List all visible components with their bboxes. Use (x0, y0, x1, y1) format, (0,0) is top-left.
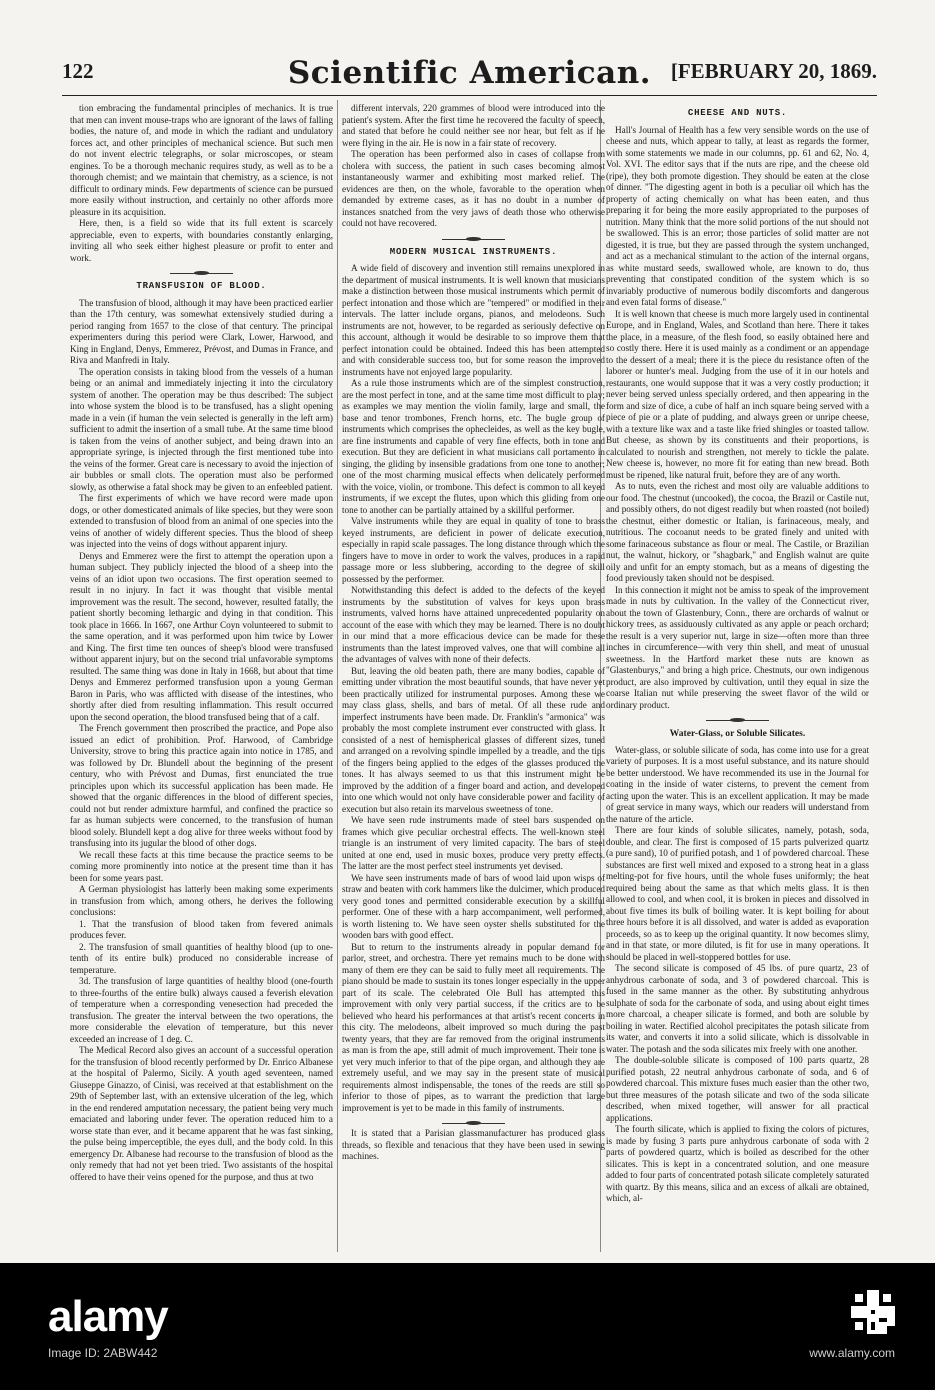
paragraph: But to return to the instruments already in popular demand for parlor, street, and orchestra. There yet remains much to be done with many of them ere they can be said to fully meet all requirements. The piano should be made to sustain its tones longer especially in the upper part of its scale. The celebrated Ole Bull has attempted this improvement with only very partial success, if the critics are to be believed who heard his performances at that artist's recent concerts in this city. The melodeons, albeit improved so much during the past twenty years, that they are far removed from the original instruments as man is from the ape, still admit of much improvement. Their tone is yet very much inferior to that of the pipe organ, and although they are extremely useful, and we may say in the present state of musical requirements almost indispensable, the tones of the reeds are still so inferior to those of pipes, as to warrant the prediction that large improvement is yet to be made in this family of instruments. (342, 941, 605, 1113)
page-header (62, 55, 877, 96)
article-heading: TRANSFUSION OF BLOOD. (136, 281, 267, 291)
section-ornament (606, 717, 869, 723)
column-rule (337, 100, 338, 1252)
paragraph: The operation consists in taking blood from the vessels of a human being or an animal and immediately injecting it into the circulatory system of another. The operation may be thus described: The subject into whose system the blood is to be transfused, has a slight opening made in a vein (if human the vein selected is generally in the left arm) sufficient to admit the insertion of a small tube. At the same time blood is taken from the veins of another subject, and being drawn into an appropriate syringe, is injected through the first mentioned tube into the veins of the former. Great care is necessary to avoid the injection of air bubbles or small clots. The operation must also be performed slowly, as otherwise a fatal shock may be given to an enfeebled patient. (70, 366, 333, 492)
paragraph: The first experiments of which we have record were made upon dogs, or other domesticated animals of like species, but they were soon extended to transfusion of blood from an animal of one species into the veins of another of widely different species. Thus the blood of sheep was injected into the veins of dogs without apparent injury. (70, 493, 333, 549)
column-1 (70, 103, 333, 1253)
paragraph: We have seen rude instruments made of steel bars suspended on frames which give peculiar orchestral effects. The well-known steel triangle is an instrument of very limited capacity. The bars of steel united at one end, used in music boxes, produce very pretty effects. The latter are the most perfect steel instruments yet devised. (342, 815, 605, 871)
alamy-logo: alamy (48, 1292, 168, 1341)
paragraph: The transfusion of blood, although it may have been practiced earlier than the 17th century, was somewhat extensively studied during a period ranging from 1657 to the close of that century. The principal experimenters during this period were Clark, Lower, Harwood, and King in England, Denys, Emmerez, Prévost, and Dumas in France, and Riva and Manfredi in Italy. (70, 297, 333, 365)
paragraph: A German physiologist has latterly been making some experiments in transfusion from which, among others, he derives the following conclusions: (70, 884, 333, 917)
paragraph: 1. That the transfusion of blood taken from fevered animals produces fever. (70, 918, 333, 940)
column-2 (342, 103, 605, 1253)
paragraph: The Medical Record also gives an account of a successful operation for the transfusion of blood recently performed by Dr. Enrico Albanese at the hospital of Palermo, Sicily. A youth aged seventeen, named Giuseppe Ginazzo, of Cinisi, was received at that establishment on the 29th of September last, with an extensive ulceration of the leg, which in the end rendered amputation necessary, the patient being very much emaciated and laboring under fever. The operation reduced him to a worse state than ever, and it became apparent that he was fast sinking, the pulse being imperceptible, the eyes dull, and the body cold. In this emergency Dr. Albanese had recourse to the transfusion of blood as the only remedy that had not yet been tried. Two assistants of the hospital offered to have their veins opened for the purpose, and thus at two (70, 1045, 333, 1182)
paragraph: The double-soluble silicate is composed of 100 parts quartz, 28 purified potash, 22 neutral anhydrous carbonate of soda, and 6 of powdered charcoal. This mixture fuses much easier than the other two, but three measures of the potash silicate and two of the soda silicate described, when mixed together, will answer for all practical applications. (606, 1055, 869, 1123)
paragraph: It is well known that cheese is much more largely used in continental Europe, and in England, Wales, and Scotland than here. There it takes the place, in a measure, of the flesh food, so easily obtained here and so costly there. Here it is used mainly as a condiment or an appendage to the dessert of a meal; there it is the piece du resistance often of the laborer or hunter's meal. Judging from the use of it in our hotels and restaurants, one would suppose that it was a very costly production; it never being served unless specially ordered, and then appearing in the form and size of dice, a cube of half an inch square being served with a piece of pie or a plate of pudding, and always green or unripe cheese, with a texture like wax and a taste like fried shingles or toasted tallow. But cheese, as shown by its constituents and their proportions, is calculated to nourish and strengthen, not merely to tickle the palate. New cheese is, however, no more fit for eating than new bread. Both must be ripened, like natural fruit, before they are of any worth. (606, 308, 869, 480)
paragraph: Here, then, is a field so wide that its full extent is scarcely appreciable, even to experts, with boundaries constantly enlarging, inviting all who seek either highest pleasure or profit to enter and work. (70, 218, 333, 263)
paragraph: We recall these facts at this time because the practice seems to be coming more prominently into notice at the present time than it has been for some years past. (70, 849, 333, 883)
paragraph: As a rule those instruments which are of the simplest construction, are the most perfect in tone, and at the same time most difficult to play; as examples we may mention the violin family, large and small, the base and tenor trombones, French horns, etc. The bugle group of instruments which comprises the ophecleides, as well as the key bugle, are fine instruments and capable of very fine effects, both in tone and execution. But they are deficient in what musicians call portamento in singing, the gliding by insensible gradations from one tone to another; one of the most charming musical effects when delicately performed with the voice, violin, or trombone. This defect is common to all keyed instruments, if we except the flutes, upon which this gliding from one tone to another can be partially attained by a skillful performer. (342, 378, 605, 515)
paragraph: There are four kinds of soluble silicates, namely, potash, soda, double, and clear. The first is composed of 15 parts pulverized quartz (a pure sand), 10 of purified potash, and 1 of powdered charcoal. These substances are first well mixed and exposed to a strong heat in a glass melting-pot for five hours, until the whole fuses uniformly; the heat required being about the same as that which melts glass. It is then allowed to cool, and when cool, it is broken in pieces and dissolved in about five times its bulk of boiling water. It is kept boiling for about three hours before it is all dissolved, and water is added as evaporation proceeds, so as to keep up the original quantity. It now becomes slimy, and in that state, or more diluted, is fit for use in many operations. It should be placed in well-stoppered bottles for use. (606, 825, 869, 962)
paragraph: We have seen instruments made of bars of wood laid upon wisps of straw and beaten with cork hammers like the dulcimer, which produced very good tones and permitted considerable execution by a skillful performer. One of these with a harp accompaniment, well performed, is worth listening to. We have seen oyster shells substituted for the wooden bars with good effect. (342, 872, 605, 940)
paragraph: 3d. The transfusion of large quantities of healthy blood (one-fourth to three-fourths of the entire bulk) always caused a feverish elevation of temperature when a corresponding venesection had preceded the transfusion. The greater the interval between the two operations, the more considerable the elevation of temperature, but this never exceeded an increase of 1 deg. C. (70, 976, 333, 1044)
paragraph: In this connection it might not be amiss to speak of the improvement made in nuts by cultivation. In the valley of the Connecticut river, about the town of Glastenbury, Conn., there are orchards of walnut or hickory trees, as assiduously cultivated as any apple or peach orchard; the result is a very superior nut, large in size—often more than three inches in circumference—with very thin shell, and meat of unusual sweetness. In the Hartford market these nuts are known as "Glastenburys," and bring a high price. Chestnuts, our own indigenous product, are also improved by cultivation, until they equal in size the coarse Italian nut while preserving the sweet flavor of the wild or ordinary product. (606, 584, 869, 710)
paragraph: Hall's Journal of Health has a few very sensible words on the use of cheese and nuts, which appear to tally, at least as regards the former, with some statements we made in our columns, pp. 61 and 62, No. 4, Vol. XVI. The editor says that if the nuts are ripe, and the cheese old (ripe), they both promote digestion. They should be eaten at the close of dinner. "The digesting agent in both is a peculiar oil which has the property of acting chemically on what has been eaten, and thus preparing it for being the more easily appropriated to the purposes of nutrition. Many think that the more solid portions of the nut should not be swallowed. This is an error; those particles of solid matter are not digested, it is true, but they are passed through the system unchanged, and act as a mechanical stimulant to the action of the internal organs, as white mustard seeds, swallowed whole, are known to do, thus preventing that constipated condition of the system which is so invariably productive of numerous bodily discomforts and dangerous and even fatal forms of disease." (606, 124, 869, 307)
article-heading: CHEESE AND NUTS. (687, 108, 788, 118)
section-ornament (70, 270, 333, 276)
paragraph: Denys and Emmerez were the first to attempt the operation upon a human subject. They publicly injected the blood of a sheep into the veins of an idiot upon two occasions. The first operation seemed to result in no injury. In fact it was thought that visible mental improvement was the result. The second, however, resulted fatally, the patient shortly becoming lethargic and dying in that condition. This took place in 1666. In 1667, one Arthur Coyn volunteered to submit to the same operation, and it was performed upon him twice by Lower and King. The first time ten ounces of sheep's blood were transfused without apparent injury, but on the second trial unfavorable symptoms resulted. The same thing was done in Italy in 1668, but about that time Denys and Emmerez performed transfusion upon a young German Baron in Paris, who was afflicted with disease of the intestines, who shortly after died from resulting inflammation. This result occurred upon the second operation, the blood transfused being that of a calf. (70, 550, 333, 722)
paragraph: The French government then proscribed the practice, and Pope also issued an edict of prohibition. Prof. Harwood, of Cambridge University, strove to bring this practice again into notice in 1785, and was followed by Dr. Blundell about the beginning of the present century, who with Prévost and Dumas, first enunciated the true principles upon which its successful application has been made. He showed that the organic differences in the blood of different species, could not but render admixture harmful, and confined the practice so far as human subjects were concerned, to the transfusion of human blood solely. Blundell kept a dog alive for three weeks without food by transfusing into its jugular the blood of other dogs. (70, 723, 333, 848)
paragraph: Valve instruments while they are equal in quality of tone to brass keyed instruments, are deficient in power of delicate execution, especially in rapid scale passages. The long distance through which the fingers have to move in order to work the valves, produces in a rapid passage more or less slubbering, according to the degree of skill possessed by the performer. (342, 516, 605, 584)
qr-code-icon (851, 1290, 895, 1334)
paragraph: The operation has been performed also in cases of collapse from cholera with success, the patient in such cases becoming almost instantaneously warmer and exhibiting most marked relief. The evidences are then, on the whole, favorable to the operation when demanded by extreme cases, as it has no doubt in a number of instances snatched from the very jaws of death those who otherwise could not have recovered. (342, 149, 605, 228)
paragraph: different intervals, 220 grammes of blood were introduced into the patient's system. After the first time he recovered the faculty of speech, and stated that before he could neither see nor hear, but felt as if he were flying in the air. He is now in a fair state of recovery. (342, 103, 605, 148)
paragraph: Notwithstanding this defect is added to the defects of the keyed instruments by the substitution of valves for keys upon brass instruments, valved horns have attained unprecedented popularity on account of the ease with which they may be learned. There is no doubt in our mind that a more efficacious device can be made for these instruments than the latest improved valves, one that will combine all the advantages of valves with none of their defects. (342, 585, 605, 664)
article-heading: MODERN MUSICAL INSTRUMENTS. (389, 246, 558, 257)
masthead: Scientific American. (287, 55, 652, 91)
image-id: Image ID: 2ABW442 (48, 1346, 158, 1360)
section-ornament (342, 236, 605, 242)
paragraph: As to nuts, even the richest and most oily are valuable additions to our food. The chestnut (uncooked), the cocoa, the Brazil or Castile nut, and possibly others, do not digest readily but when roasted (not boiled) the chestnut, either domestic or Italian, is farinaceous, mealy, and nutritious. The cocoanut needs to be grated finely and united with some farinaceous substance as flour or meal. The Castile, or Brazilian nut, the walnut, hickory, or "shagbark," and English walnut are quite oily and unfit for an empty stomach, but as a means of digesting the food previously taken should not be despised. (606, 481, 869, 583)
paragraph: tion embracing the fundamental principles of mechanics. It is true that men can invent mouse-traps who are ignorant of the laws of falling bodies, the nature of, and mode in which the radiant and undulatory forces act, and other principles of mechanical science. But such men do not invent electric telegraphs, or solar microscopes, or steam engines. To be a thorough mechanic requires study, as well as to be a thorough chemist; and we maintain that chemistry, as a science, is not difficult to ordinary minds. Few departments of science can be pursued more easily without instruction, and certainly no other affords more pleasure in its acquisition. (70, 103, 333, 217)
paragraph: The fourth silicate, which is applied to fixing the colors of pictures, is made by fusing 3 parts pure anhydrous carbonate of soda with 2 parts of powdered quartz, which is boiled as described for the other silicates. This is kept in a concentrated solution, and one measure added to four parts of concentrated potash silicate completely saturated with quartz. By this means, silica and an excess of alkali are obtained, which, al- (606, 1124, 869, 1203)
paragraph: It is stated that a Parisian glassmanufacturer has produced glass threads, so flexible and tenacious that they have been used in sewing machines. (342, 1128, 605, 1161)
section-ornament (342, 1120, 605, 1126)
paragraph: But, leaving the old beaten path, there are many bodies, capable of emitting under vibration the most beautiful sounds, that have never yet been practically utilized for instrumental purposes. Among these we may class glass, shells, and bars of metal. Of all these rude and imperfect instruments have been made. Dr. Franklin's "armonica" was probably the most complete instrument ever constructed with glass. It consisted of a nest of hemispherical glasses of different sizes, tuned and arranged on a revolving spindle impelled by a treadle, and the tips of the fingers being applied to the edges of the glasses produced the tones. It has always seemed to us that this instrument might be improved by the addition of a finger board and action, and developed into one which would not only have considerable power and facility of execution but also retain its marvelous sweetness of tone. (342, 665, 605, 814)
page-number: 122 (62, 59, 94, 83)
article-heading: Water-Glass, or Soluble Silicates. (669, 728, 806, 739)
paragraph: Water-glass, or soluble silicate of soda, has come into use for a great variety of purposes. It is a most useful substance, and its nature should be better understood. We have recommended its use in the Journal for coating in the inside of water cisterns, to prevent the cement from acting upon the water. This is an excellent application. It may be made of great service in many ways, which our readers will understand from the nature of the article. (606, 744, 869, 824)
paragraph: The second silicate is composed of 45 lbs. of pure quartz, 23 of anhydrous carbonate of soda, and 3 of powdered charcoal. This is fused in the same manner as the other. By substituting anhydrous sulphate of soda for the carbonate of soda, and using about eight times more charcoal, a cheaper silicate is formed, and both are soluble by boiling in water. Rectified alcohol precipitates the potash silicate from its water, and converts it into a solid silicate, which is dissolvable in water. The potash and the soda silicates mix freely with one another. (606, 963, 869, 1054)
site-url: www.alamy.com (809, 1346, 895, 1360)
paragraph: A wide field of discovery and invention still remains unexplored in the department of musical instruments. It is well known that musicians make a distinction between those musical instruments which permit of perfect intonation and those which are "tempered" or modified in their intervals. The latter include organs, pianos, and melodeons. Such instruments are not, however, to be regarded as seriously defective on this account, although it would be desirable to so improve them that perfect intonation could be obtained. Indeed this has been attempted and with considerable success too, but for some reason the improved instruments have not enjoyed large popularity. (342, 263, 605, 377)
issue-date: [FEBRUARY 20, 1869. (670, 59, 877, 83)
paragraph: 2. The transfusion of small quantities of healthy blood (up to one-tenth of its entire bulk) produced no considerable increase of temperature. (70, 941, 333, 975)
column-3 (606, 103, 869, 1253)
